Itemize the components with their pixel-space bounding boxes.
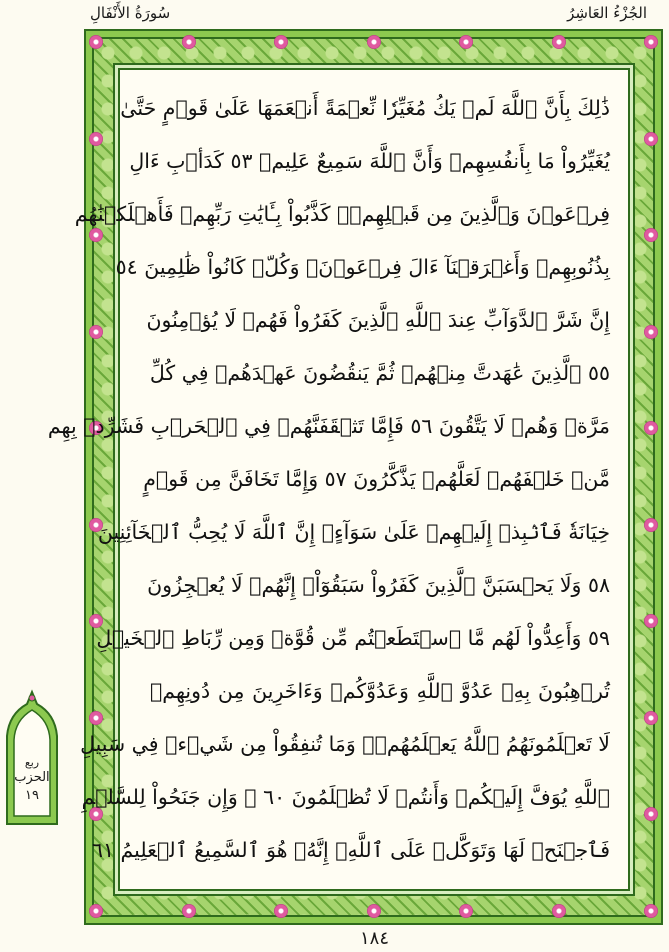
frame-flower-icon	[182, 35, 196, 49]
juz-title: الجُزْءُ العَاشِرُ	[567, 4, 647, 22]
hizb-label: الحزب	[14, 770, 50, 785]
frame-flower-icon	[182, 904, 196, 918]
text-line-2: يُغَيِّرُواْ مَا بِأَنفُسِهِمۡ وَأَنَّ ٱللَّهَ سَمِيعٌ عَلِيمٞ ٥٣ كَدَأۡبِ ءَالِ	[129, 149, 610, 173]
frame-flower-icon	[644, 325, 658, 339]
text-line-11: ٥٩ وَأَعِدُّواْ لَهُم مَّا ٱسۡتَطَعۡتُم مِّن قُوَّةٖ وَمِن رِّبَاطِ ٱلۡخَيۡلِ	[96, 626, 610, 650]
frame-flower-icon	[644, 35, 658, 49]
text-line-12: تُرۡهِبُونَ بِهِۦ عَدُوَّ ٱللَّهِ وَعَدُوَّكُمۡ وَءَاخَرِينَ مِن دُونِهِمۡ	[150, 679, 610, 703]
frame-flower-icon	[644, 904, 658, 918]
frame-flower-icon	[644, 711, 658, 725]
text-line-15: فَٱجۡنَحۡ لَهَا وَتَوَكَّلۡ عَلَى ٱللَّهِۚ إِنَّهُۥ هُوَ ٱلسَّمِيعُ ٱلۡعَلِيمُ ٦١	[91, 838, 610, 862]
frame-flower-icon	[89, 904, 103, 918]
frame-flower-icon	[274, 904, 288, 918]
surah-title: سُورَةُ الأَنْفَالِ	[90, 4, 171, 22]
frame-flower-icon	[89, 325, 103, 339]
frame-flower-icon	[552, 904, 566, 918]
text-line-6: ٥٥ ٱلَّذِينَ عَٰهَدتَّ مِنۡهُمۡ ثُمَّ يَنقُضُونَ عَهۡدَهُمۡ فِي كُلِّ	[149, 361, 610, 385]
hizb-quarter-label: ربع	[24, 756, 40, 769]
hizb-marker	[3, 690, 61, 828]
frame-flower-icon	[644, 228, 658, 242]
frame-flower-icon	[274, 35, 288, 49]
text-line-14: ٱللَّهِ يُوَفَّ إِلَيۡكُمۡ وَأَنتُمۡ لَا تُظۡلَمُونَ ٦٠ ۞ وَإِن جَنَحُواْ لِلسَّلۡمِ	[81, 785, 610, 809]
frame-flower-icon	[367, 904, 381, 918]
page-number: ١٨٤	[359, 928, 389, 949]
frame-flower-icon	[552, 35, 566, 49]
text-line-4: بِذُنُوبِهِمۡ وَأَغۡرَقۡنَآ ءَالَ فِرۡعَوۡنَۚ وَكُلّٞ كَانُواْ ظَٰلِمِينَ ٥٤	[115, 255, 610, 279]
quran-text-area	[47, 68, 630, 891]
text-line-9: خِيَانَةٗ فَٱنۢبِذۡ إِلَيۡهِمۡ عَلَىٰ سَوَآءٍۚ إِنَّ ٱللَّهَ لَا يُحِبُّ ٱلۡخَآئِنِينَ	[97, 520, 610, 544]
hizb-number: ١٩	[25, 788, 39, 803]
text-line-7: مَرَّةٖ وَهُمۡ لَا يَتَّقُونَ ٥٦ فَإِمَّا تَثۡقَفَنَّهُمۡ فِي ٱلۡحَرۡبِ فَشَرِّدۡ بِهِم	[47, 414, 610, 438]
frame-flower-icon	[644, 132, 658, 146]
frame-flower-icon	[89, 35, 103, 49]
text-line-13: لَا تَعۡلَمُونَهُمُ ٱللَّهُ يَعۡلَمُهُمۡۚ وَمَا تُنفِقُواْ مِن شَيۡءٖ فِي سَبِيلِ	[80, 732, 610, 756]
text-line-10: ٥٨ وَلَا يَحۡسَبَنَّ ٱلَّذِينَ كَفَرُواْ سَبَقُوٓاْۚ إِنَّهُمۡ لَا يُعۡجِزُونَ	[147, 573, 610, 597]
frame-flower-icon	[89, 132, 103, 146]
text-line-1: ذَٰلِكَ بِأَنَّ ٱللَّهَ لَمۡ يَكُ مُغَيِّرٗا نِّعۡمَةً أَنۡعَمَهَا عَلَىٰ قَوۡمٍ حَتَّىٰ	[120, 96, 610, 120]
frame-flower-icon	[459, 904, 473, 918]
frame-flower-icon	[459, 35, 473, 49]
frame-flower-icon	[644, 518, 658, 532]
frame-flower-icon	[367, 35, 381, 49]
text-line-8: مَّنۡ خَلۡفَهُمۡ لَعَلَّهُمۡ يَذَّكَّرُونَ ٥٧ وَإِمَّا تَخَافَنَّ مِن قَوۡمٍ	[143, 467, 610, 491]
text-line-5: إِنَّ شَرَّ ٱلدَّوَآبِّ عِندَ ٱللَّهِ ٱلَّذِينَ كَفَرُواْ فَهُمۡ لَا يُؤۡمِنُونَ	[146, 308, 610, 332]
text-line-3: فِرۡعَوۡنَ وَٱلَّذِينَ مِن قَبۡلِهِمۡۚ كَذَّبُواْ بِـَٔايَٰتِ رَبِّهِمۡ فَأَهۡلَكۡنَٰهُم	[74, 202, 610, 226]
